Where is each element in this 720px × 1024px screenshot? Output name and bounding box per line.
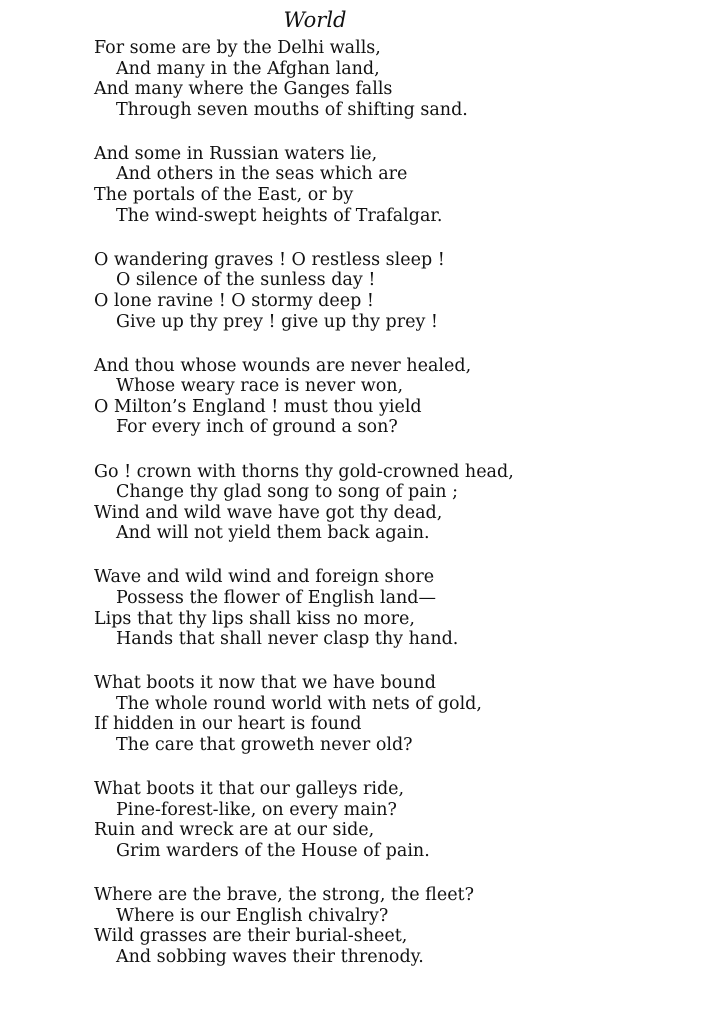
poem-line: The care that groweth never old? — [116, 735, 413, 756]
poem-line: For every inch of ground a son? — [116, 417, 398, 438]
poem-line: What boots it that our galleys ride, — [94, 779, 405, 800]
poem-line: Pine-forest-like, on every main? — [116, 799, 397, 820]
poem-line: O silence of the sunless day ! — [116, 270, 376, 291]
stanza-9 — [94, 885, 694, 967]
poem-line: And others in the seas which are — [116, 164, 408, 185]
poem-line: And many where the Ganges falls — [94, 79, 393, 100]
poem-line: Where are the brave, the strong, the fleet? — [94, 885, 474, 905]
stanza-2 — [94, 144, 694, 226]
poem-line: Give up thy prey ! give up thy prey ! — [116, 311, 438, 332]
poem-line: For some are by the Delhi walls, — [94, 38, 381, 58]
poem-line: And some in Russian waters lie, — [94, 143, 378, 164]
poem-line: Go ! crown with thorns thy gold-crowned head, — [94, 461, 514, 482]
poem-line: The portals of the East, or by — [94, 185, 354, 206]
poem-line: What boots it now that we have bound — [94, 673, 436, 694]
poem-line: The whole round world with nets of gold, — [116, 693, 482, 714]
poem-line: The wind-swept heights of Trafalgar. — [116, 205, 443, 226]
poem-line: Whose weary race is never won, — [116, 376, 404, 397]
poem-line: And will not yield them back again. — [116, 523, 430, 544]
poem-line: Ruin and wreck are at our side, — [94, 820, 375, 841]
poem-line: Through seven mouths of shifting sand. — [116, 99, 468, 120]
poem-line: O Milton’s England ! must thou yield — [94, 396, 422, 417]
poem-line: Wave and wild wind and foreign shore — [94, 567, 435, 588]
stanza-3 — [94, 250, 694, 332]
poem-line: Change thy glad song to song of pain ; — [116, 482, 459, 503]
poem-line: O wandering graves ! O restless sleep ! — [94, 249, 445, 270]
stanza-5 — [94, 462, 694, 544]
poem-line: Wild grasses are their burial-sheet, — [94, 926, 408, 947]
poem-line: Wind and wild wave have got thy dead, — [94, 502, 443, 523]
poem-title: World — [283, 8, 347, 32]
poem-line: If hidden in our heart is found — [94, 714, 362, 735]
poem-line: Possess the flower of English land— — [116, 587, 436, 608]
poem-line: And sobbing waves their threnody. — [116, 946, 424, 967]
poem-line: Where is our English chivalry? — [116, 905, 389, 926]
stanza-7 — [94, 673, 694, 755]
poem-body — [94, 38, 694, 991]
stanza-4 — [94, 356, 694, 438]
stanza-6 — [94, 567, 694, 649]
poem-line: And thou whose wounds are never healed, — [94, 355, 472, 376]
stanza-8 — [94, 779, 694, 861]
poem-line: And many in the Afghan land, — [116, 58, 380, 79]
stanza-1 — [94, 38, 694, 120]
poem-line: Grim warders of the House of pain. — [116, 840, 430, 861]
poem-line: Lips that thy lips shall kiss no more, — [94, 608, 415, 629]
poem-line: O lone ravine ! O stormy deep ! — [94, 290, 374, 311]
poem-line: Hands that shall never clasp thy hand. — [116, 629, 459, 650]
